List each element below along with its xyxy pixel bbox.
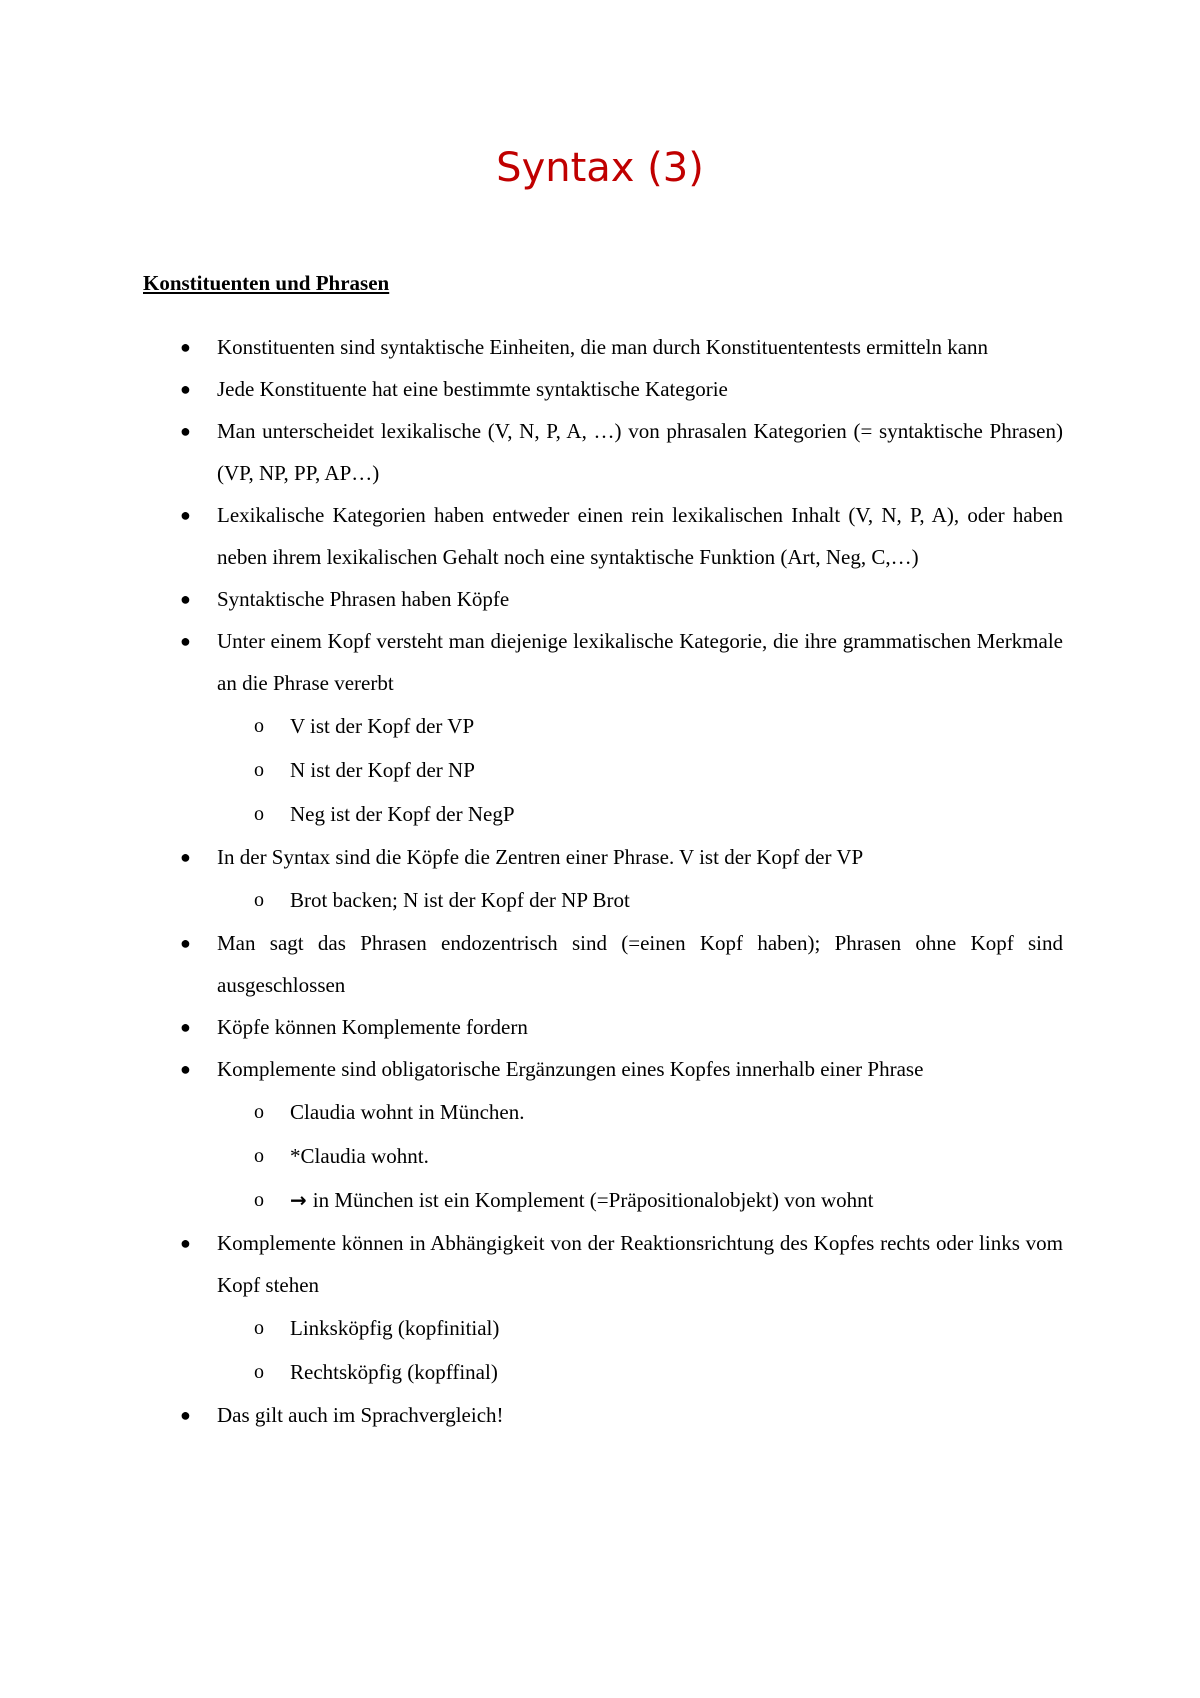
list-item	[0, 1222, 1200, 1306]
sub-list-item	[0, 748, 1200, 792]
list-item	[0, 1394, 1200, 1436]
bullet-icon: ●	[180, 933, 191, 953]
sub-list-item-text: Brot backen; N ist der Kopf der NP Brot	[290, 888, 630, 912]
sub-list-item	[0, 704, 1200, 748]
sub-list-item	[0, 792, 1200, 836]
list-item-text: Köpfe können Komplemente fordern	[217, 1015, 528, 1039]
arrow-right-icon: →	[290, 1188, 307, 1212]
sub-list-item	[0, 1178, 1200, 1222]
bullet-list	[0, 326, 1200, 1436]
sub-bullet-icon: o	[254, 1361, 264, 1383]
sub-list-item-label: in München ist ein Komplement (=Präpositionalobjekt) von wohnt	[312, 1188, 874, 1212]
bullet-icon: ●	[180, 589, 191, 609]
sub-list-item-text: Linksköpfig (kopfinitial)	[290, 1316, 500, 1340]
bullet-icon: ●	[180, 379, 191, 399]
sub-list-item-text	[290, 1178, 1200, 1222]
list-item-text: Jede Konstituente hat eine bestimmte syntaktische Kategorie	[217, 377, 728, 401]
page-title: Syntax (3)	[496, 145, 704, 191]
list-item	[0, 326, 1200, 368]
list-item	[0, 620, 1200, 704]
bullet-icon: ●	[180, 421, 191, 441]
list-item-text: Unter einem Kopf versteht man diejenige lexikalische Kategorie, die ihre grammatischen Merkmale an die Phrase vererbt	[217, 629, 1063, 695]
list-item-text: Lexikalische Kategorien haben entweder einen rein lexikalischen Inhalt (V, N, P, A), oder haben neben ihrem lexikalischen Gehalt noch eine syntaktische Funktion (Art, Neg, C,…)	[217, 503, 1063, 569]
bullet-icon: ●	[180, 1233, 191, 1253]
sub-list-item-text: V ist der Kopf der VP	[290, 714, 475, 738]
sub-list-item-text: Claudia wohnt in München.	[290, 1100, 525, 1124]
list-item-text: Syntaktische Phrasen haben Köpfe	[217, 587, 510, 611]
sub-bullet-icon: o	[254, 1145, 264, 1167]
bullet-icon: ●	[180, 505, 191, 525]
list-item	[0, 1006, 1200, 1048]
sub-list-item-text: *Claudia wohnt.	[290, 1144, 429, 1168]
sub-list-item-text: N ist der Kopf der NP	[290, 758, 475, 782]
list-item	[0, 1048, 1200, 1090]
sub-bullet-icon: o	[254, 1189, 264, 1211]
bullet-icon: ●	[180, 337, 191, 357]
sub-list-item	[0, 1306, 1200, 1350]
list-item-text: In der Syntax sind die Köpfe die Zentren einer Phrase. V ist der Kopf der VP	[217, 845, 864, 869]
list-item	[0, 578, 1200, 620]
sub-list-item	[0, 878, 1200, 922]
sub-bullet-icon: o	[254, 1317, 264, 1339]
list-item	[0, 922, 1200, 1006]
list-item-text: Komplemente können in Abhängigkeit von der Reaktionsrichtung des Kopfes rechts oder links vom Kopf stehen	[217, 1231, 1063, 1297]
sub-list-item	[0, 1090, 1200, 1134]
bullet-icon: ●	[180, 631, 191, 651]
sub-bullet-icon: o	[254, 889, 264, 911]
sub-list-item	[0, 1350, 1200, 1394]
list-item	[0, 368, 1200, 410]
list-item-text: Das gilt auch im Sprachvergleich!	[217, 1403, 504, 1427]
list-item	[0, 836, 1200, 878]
section-heading: Konstituenten und Phrasen	[143, 271, 390, 295]
bullet-icon: ●	[180, 847, 191, 867]
bullet-icon: ●	[180, 1017, 191, 1037]
sub-bullet-icon: o	[254, 759, 264, 781]
list-item-text: Man sagt das Phrasen endozentrisch sind (=einen Kopf haben); Phrasen ohne Kopf sind ausgeschlossen	[217, 931, 1063, 997]
sub-list-item-text: Neg ist der Kopf der NegP	[290, 802, 515, 826]
list-item	[0, 410, 1200, 494]
sub-list-item	[0, 1134, 1200, 1178]
list-item-text: Konstituenten sind syntaktische Einheiten, die man durch Konstituententests ermitteln kann	[217, 335, 989, 359]
bullet-icon: ●	[180, 1405, 191, 1425]
sub-list-item-text: Rechtsköpfig (kopffinal)	[290, 1360, 498, 1384]
bullet-icon: ●	[180, 1059, 191, 1079]
list-item-text: Man unterscheidet lexikalische (V, N, P, A, …) von phrasalen Kategorien (= syntaktische Phrasen) (VP, NP, PP, AP…)	[217, 419, 1063, 485]
sub-bullet-icon: o	[254, 1101, 264, 1123]
sub-bullet-icon: o	[254, 803, 264, 825]
list-item-text: Komplemente sind obligatorische Ergänzungen eines Kopfes innerhalb einer Phrase	[217, 1057, 924, 1081]
sub-bullet-icon: o	[254, 715, 264, 737]
list-item	[0, 494, 1200, 578]
